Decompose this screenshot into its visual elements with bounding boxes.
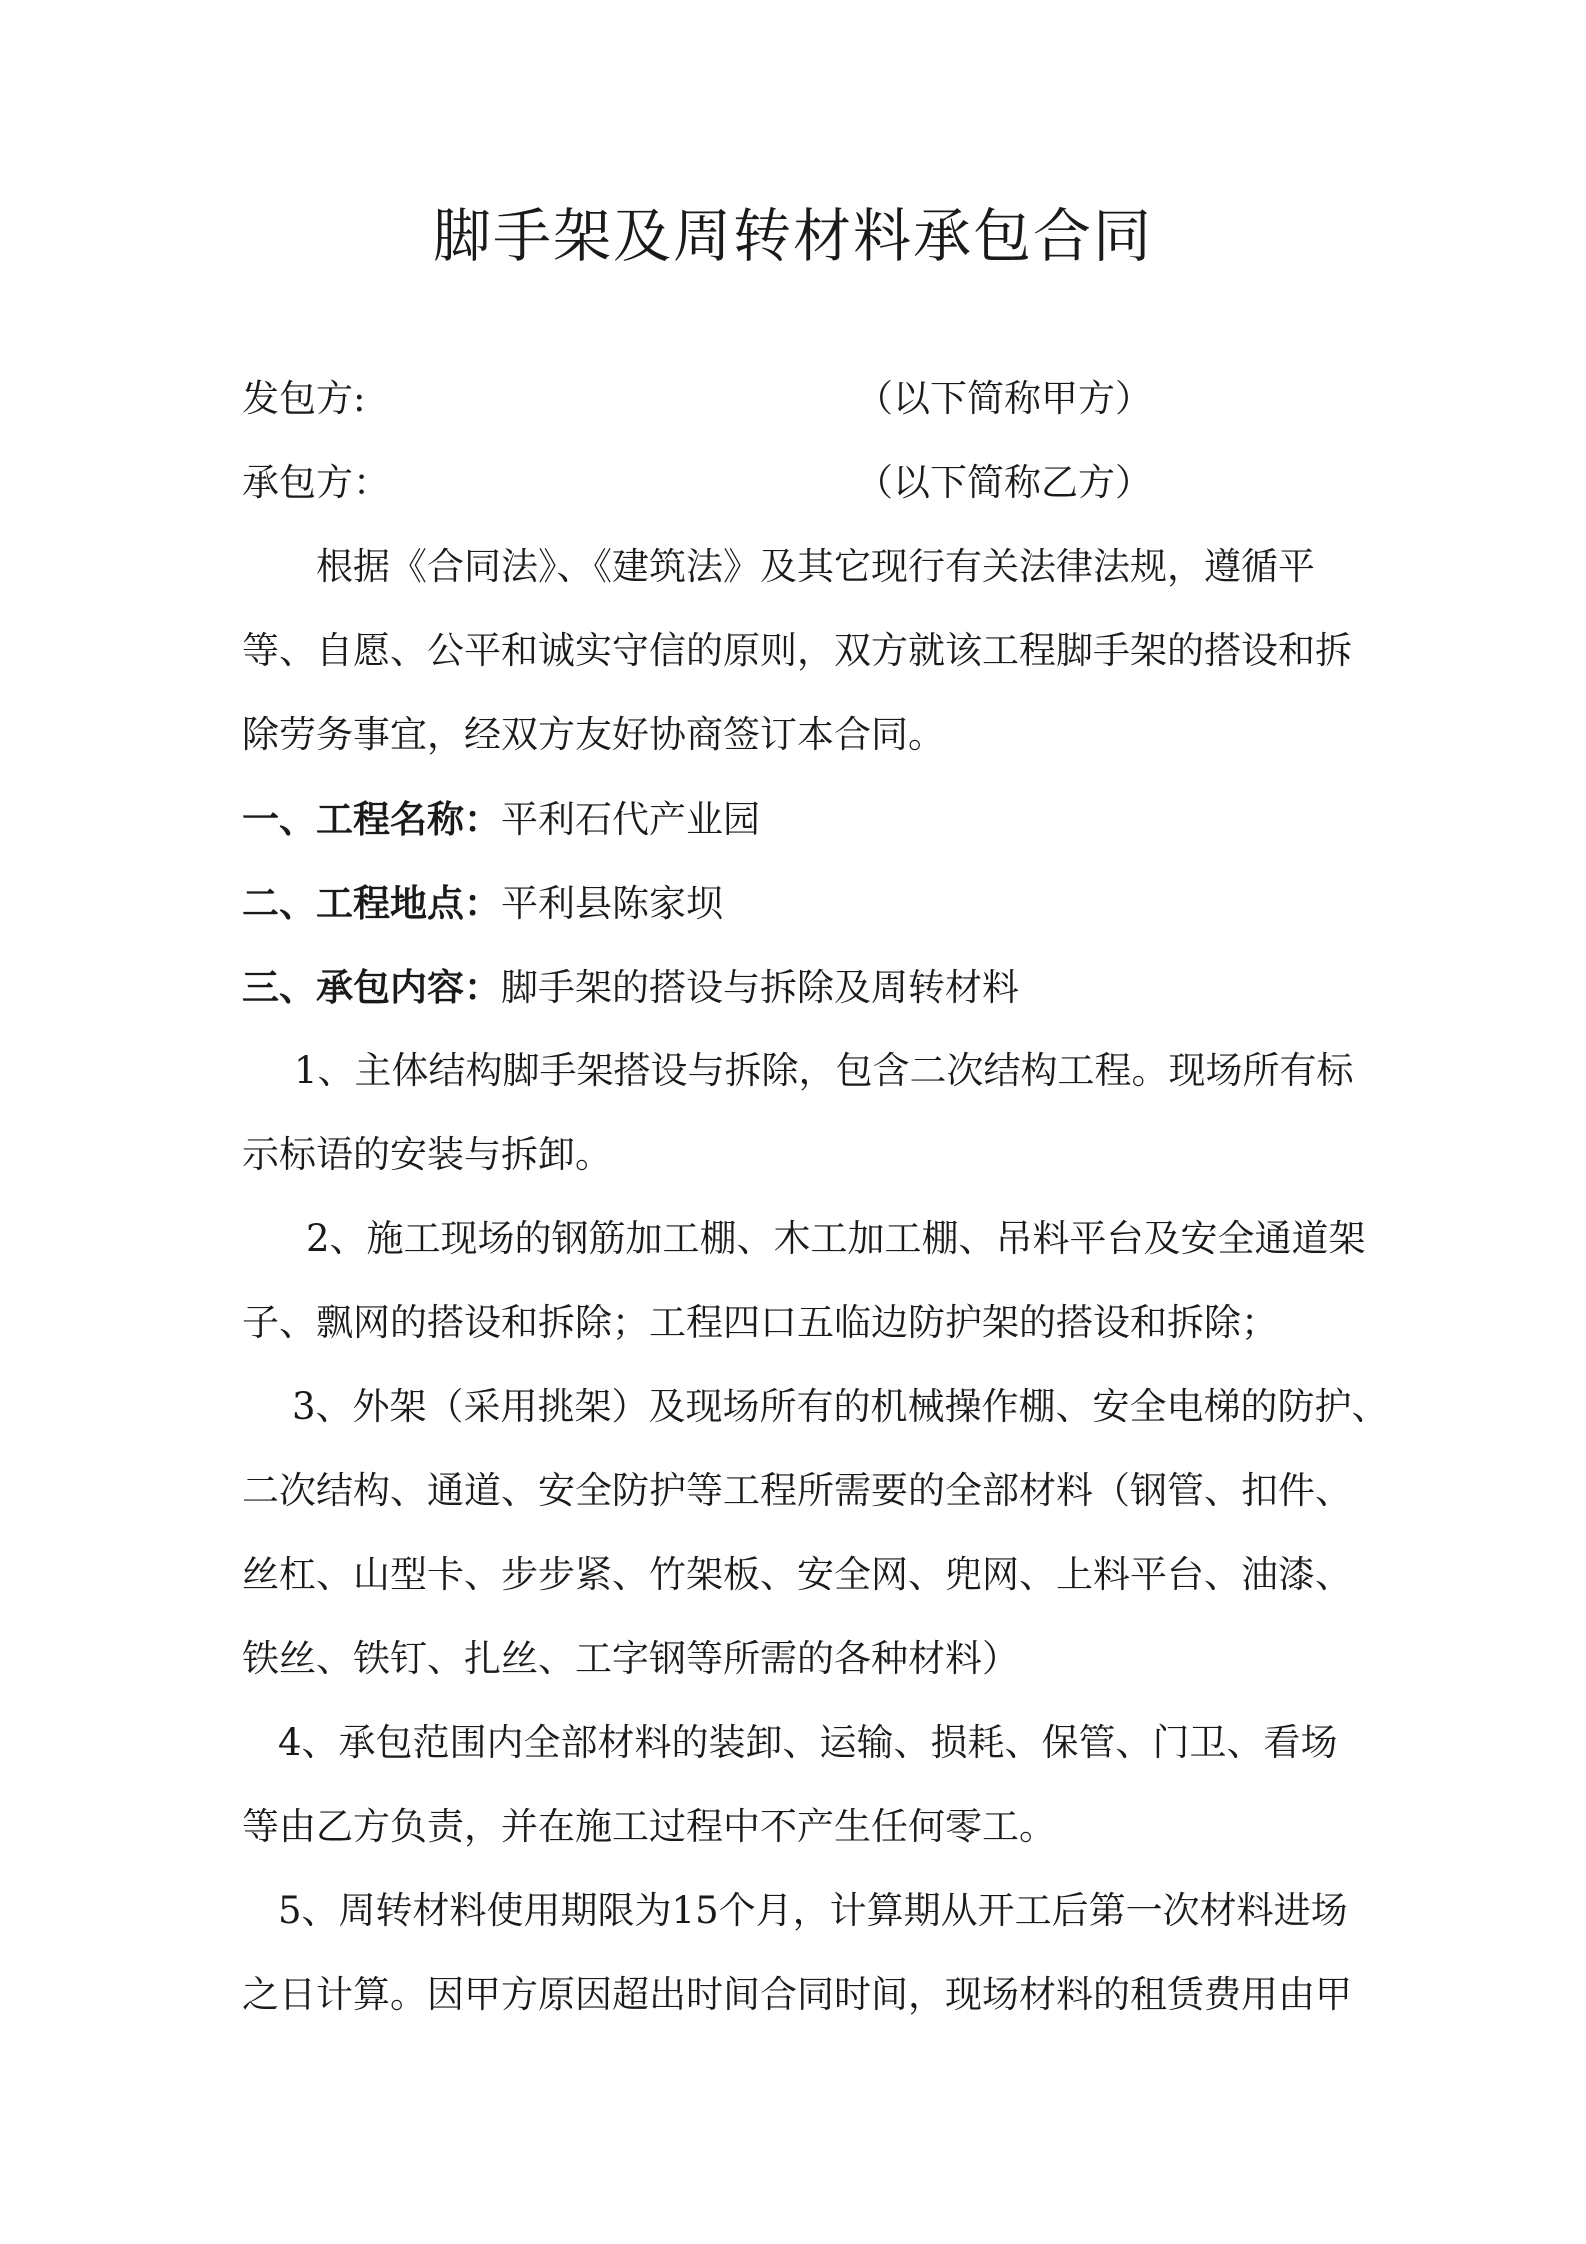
section-contract-scope [242,945,1362,1029]
preamble-line: 除劳务事宜，经双方友好协商签订本合同。 [242,713,945,756]
item-2-line: 2、施工现场的钢筋加工棚、木工加工棚、吊料平台及安全通道架 [306,1217,1366,1260]
item-3-line: 铁丝、铁钉、扎丝、工字钢等所需的各种材料） [242,1637,1019,1680]
item-4-line: 等由乙方负责，并在施工过程中不产生任何零工。 [242,1805,1056,1848]
section-project-name [242,777,1362,861]
section-value: 脚手架的搭设与拆除及周转材料 [501,966,1019,1009]
contract-body [242,357,1389,2037]
party-a-note: （以下简称甲方） [856,377,1152,420]
section-label: 一、工程名称： [242,797,501,841]
item-3-line: 丝杠、山型卡、步步紧、竹架板、安全网、兜网、上料平台、油漆、 [242,1553,1352,1596]
page-title: 脚手架及周转材料承包合同 [432,202,1153,270]
preamble-line: 等、自愿、公平和诚实守信的原则，双方就该工程脚手架的搭设和拆 [242,629,1352,672]
section-value: 平利县陈家坝 [501,882,723,925]
party-b-note: （以下简称乙方） [856,461,1152,504]
party-a-label: 发包方: [242,377,366,420]
item-1-line: 示标语的安装与拆卸。 [242,1133,612,1176]
section-label: 三、承包内容： [242,965,501,1009]
item-4-line: 4、承包范围内全部材料的装卸、运输、损耗、保管、门卫、看场 [278,1721,1338,1764]
section-value: 平利石代产业园 [501,798,760,841]
party-b-line [242,441,1362,525]
preamble-line: 根据《合同法》、《建筑法》及其它现行有关法律法规，遵循平 [316,545,1315,588]
item-5-line: 5、周转材料使用期限为15个月，计算期从开工后第一次材料进场 [278,1889,1348,1932]
section-label: 二、工程地点： [242,881,501,925]
item-3-line: 3、外架（采用挑架）及现场所有的机械操作棚、安全电梯的防护、 [292,1385,1389,1428]
item-2-line: 子、飘网的搭设和拆除；工程四口五临边防护架的搭设和拆除； [242,1301,1278,1344]
party-a-line [242,357,1362,441]
party-b-label: 承包方： [242,461,390,504]
item-3-line: 二次结构、通道、安全防护等工程所需要的全部材料（钢管、扣件、 [242,1469,1352,1512]
item-5-line: 之日计算。因甲方原因超出时间合同时间，现场材料的租赁费用由甲 [242,1973,1352,2016]
section-project-location [242,861,1362,945]
item-1-line: 1、主体结构脚手架搭设与拆除，包含二次结构工程。现场所有标 [294,1049,1354,1092]
